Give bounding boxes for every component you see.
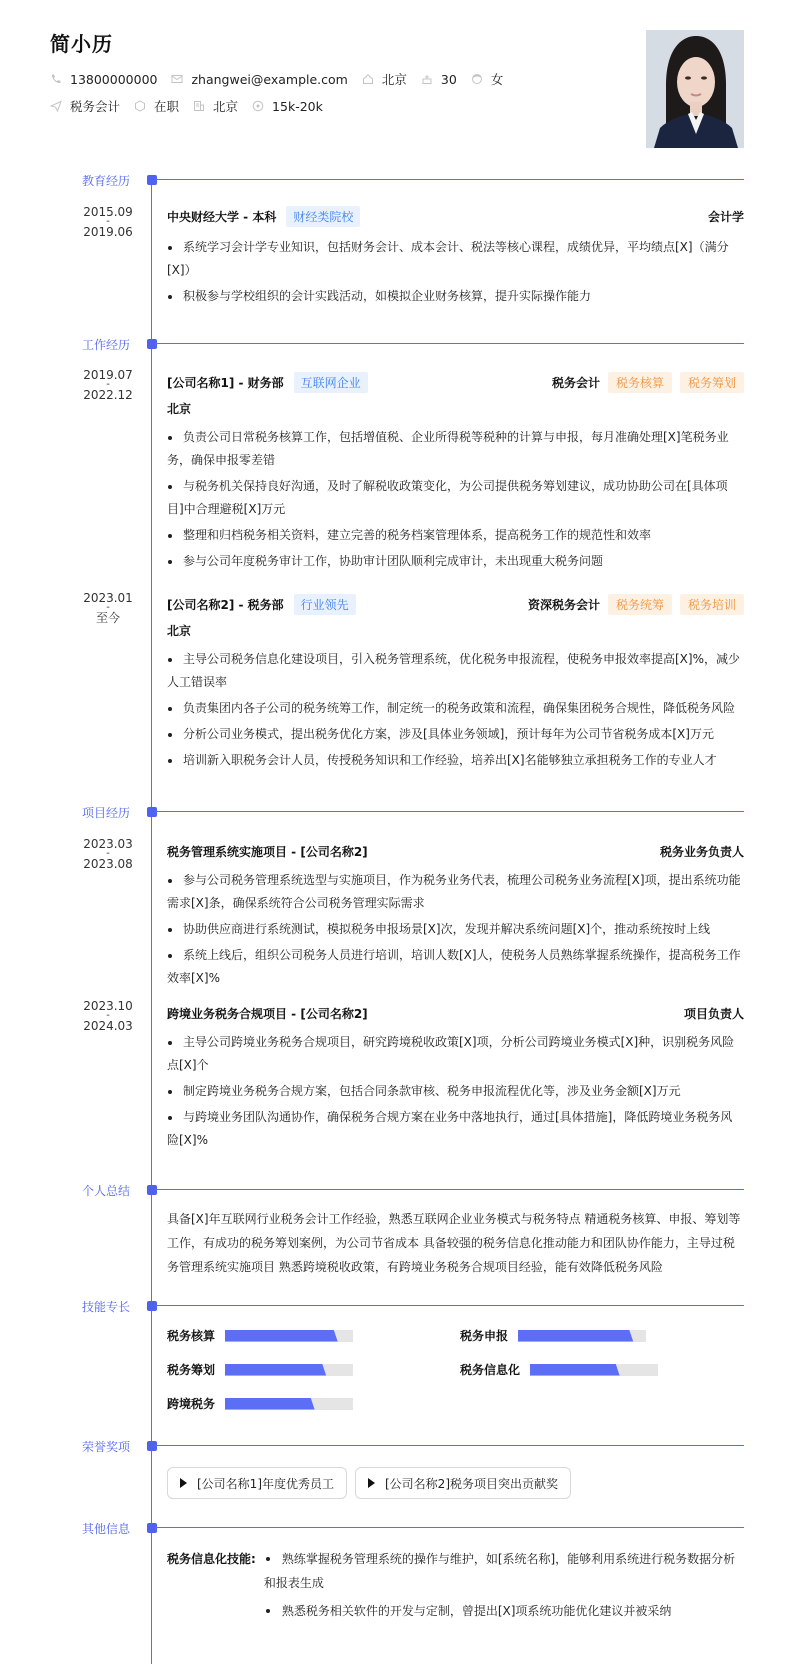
section-divider xyxy=(155,179,744,180)
triangle-right-icon xyxy=(180,1478,187,1488)
skill-item: 税务筹划 xyxy=(167,1361,353,1378)
skill-item: 跨境税务 xyxy=(167,1395,353,1412)
section-title: 技能专长 xyxy=(81,1300,130,1314)
position-item xyxy=(50,97,120,115)
section-title: 项目经历 xyxy=(81,806,130,820)
role-tag: 税务培训 xyxy=(680,594,744,615)
salary-value: 15k-20k xyxy=(272,98,323,114)
bullet-item: 熟悉税务相关软件的开发与定制，曾提出[X]项系统功能优化建议并被采纳 xyxy=(264,1599,744,1623)
timeline-dot-icon xyxy=(147,339,157,349)
age-icon xyxy=(421,73,433,85)
section-divider xyxy=(155,1305,744,1306)
role-tag: 税务筹划 xyxy=(680,372,744,393)
section-divider xyxy=(155,1445,744,1446)
contact-info-row xyxy=(50,70,517,88)
candidate-name: 简小历 xyxy=(50,32,113,56)
position-value: 税务会计 xyxy=(70,99,121,114)
awards-list xyxy=(167,1467,579,1499)
bullet-item: 培训新入职税务会计人员，传授税务知识和工作经验，培养出[X]名能够独立承担税务工作的专业人才 xyxy=(167,749,744,772)
skill-bar xyxy=(518,1330,646,1342)
section-summary xyxy=(0,1184,794,1198)
bullet-item: 系统学习会计学专业知识，包括财务会计、成本会计、税法等核心课程，成绩优异，平均绩点[X]（满分[X]） xyxy=(167,236,744,282)
home-icon xyxy=(362,73,374,85)
bullet-item: 负责公司日常税务核算工作，包括增值税、企业所得税等税种的计算与申报，每月准确处理[X]笔税务业务，确保申报零差错 xyxy=(167,426,744,472)
project-entry-1 xyxy=(167,841,744,993)
school-tag: 财经类院校 xyxy=(286,206,360,227)
bullet-item: 制定跨境业务税务合规方案，包括合同条款审核、税务申报流程优化等，涉及业务金额[X]万元 xyxy=(167,1080,744,1103)
profile-photo xyxy=(646,30,744,148)
company-tag: 互联网企业 xyxy=(294,372,368,393)
project-title: 税务管理系统实施项目 - [公司名称2] xyxy=(167,844,368,859)
company-title: [公司名称1] - 财务部 xyxy=(167,375,284,390)
send-icon xyxy=(50,100,62,112)
skill-bar xyxy=(225,1330,353,1342)
project-title: 跨境业务税务合规项目 - [公司名称2] xyxy=(167,1006,368,1021)
bullet-item: 系统上线后，组织公司税务人员进行培训，培训人数[X]人，使税务人员熟练掌握系统操作，提高税务工作效率[X]% xyxy=(167,944,744,990)
gender-item xyxy=(471,70,504,88)
job-role: 资深税务会计 xyxy=(527,597,600,612)
triangle-right-icon xyxy=(368,1478,375,1488)
project-role: 项目负责人 xyxy=(683,1006,744,1021)
section-divider xyxy=(155,1527,744,1528)
email-item xyxy=(171,72,347,87)
bullet-item: 分析公司业务模式，提出税务优化方案，涉及[具体业务领域]，预计每年为公司节省税务成本[X]万元 xyxy=(167,723,744,746)
work-dates-2: 2023.01 - 至今 xyxy=(83,591,133,625)
work-entry-2 xyxy=(167,594,744,775)
location-value: 北京 xyxy=(381,72,407,87)
gender-icon xyxy=(471,73,483,85)
bullet-item: 参与公司税务管理系统选型与实施项目，作为税务业务代表，梳理公司税务业务流程[X]项，提出系统功能需求[X]条，确保系统符合公司税务管理实际需求 xyxy=(167,869,744,915)
role-tag: 税务统筹 xyxy=(608,594,672,615)
location-item xyxy=(362,70,407,88)
section-skills xyxy=(0,1300,794,1314)
project-dates-2: 2023.10 - 2024.03 xyxy=(83,999,133,1033)
mail-icon xyxy=(171,73,183,85)
section-title: 其他信息 xyxy=(81,1522,130,1536)
timeline-dot-icon xyxy=(147,1523,157,1533)
major: 会计学 xyxy=(707,209,744,224)
timeline-dot-icon xyxy=(147,1301,157,1311)
other-info xyxy=(167,1547,744,1627)
bullet-item: 协助供应商进行系统测试，模拟税务申报场景[X]次，发现并解决系统问题[X]个，推动系统按时上线 xyxy=(167,918,744,941)
work-city: 北京 xyxy=(167,624,192,638)
award-chip: [公司名称1]年度优秀员工 xyxy=(167,1467,347,1499)
gender-value: 女 xyxy=(490,72,504,87)
work-dates-1: 2019.07 - 2022.12 xyxy=(83,368,133,402)
section-divider xyxy=(155,1189,744,1190)
project-entry-2 xyxy=(167,1003,744,1155)
work-entry-1 xyxy=(167,372,744,576)
skill-item: 税务核算 xyxy=(167,1327,353,1344)
timeline-dot-icon xyxy=(147,175,157,185)
job-info-row xyxy=(50,97,337,115)
skill-bar xyxy=(225,1398,353,1410)
bullet-item: 与税务机关保持良好沟通，及时了解税收政策变化，为公司提供税务筹划建议，成功协助公司在[具体项目]中合理避税[X]万元 xyxy=(167,475,744,521)
section-divider xyxy=(155,811,744,812)
timeline-dot-icon xyxy=(147,1441,157,1451)
skills-list xyxy=(167,1327,744,1427)
section-title: 个人总结 xyxy=(81,1184,130,1198)
section-title: 荣誉奖项 xyxy=(81,1440,130,1454)
section-divider xyxy=(155,343,744,344)
section-education xyxy=(0,174,794,188)
role-tag: 税务核算 xyxy=(608,372,672,393)
school-title: 中央财经大学 - 本科 xyxy=(167,209,277,224)
status-icon xyxy=(134,100,146,112)
skill-item: 税务信息化 xyxy=(460,1361,658,1378)
section-title: 教育经历 xyxy=(81,174,130,188)
building-icon xyxy=(193,100,205,112)
job-role: 税务会计 xyxy=(551,375,600,390)
timeline-dot-icon xyxy=(147,1185,157,1195)
timeline-dot-icon xyxy=(147,807,157,817)
other-label: 税务信息化技能: xyxy=(167,1552,256,1566)
salary-item xyxy=(252,99,323,114)
company-title: [公司名称2] - 税务部 xyxy=(167,597,284,612)
project-role: 税务业务负责人 xyxy=(659,844,744,859)
bullet-item: 主导公司跨境业务税务合规项目，研究跨境税收政策[X]项，分析公司跨境业务模式[X]种，识别税务风险点[X]个 xyxy=(167,1031,744,1077)
work-city: 北京 xyxy=(167,402,192,416)
bullet-item: 参与公司年度税务审计工作，协助审计团队顺利完成审计，未出现重大税务问题 xyxy=(167,550,744,573)
status-item xyxy=(134,97,179,115)
status-value: 在职 xyxy=(154,99,180,114)
bullet-item: 积极参与学校组织的会计实践活动，如模拟企业财务核算，提升实际操作能力 xyxy=(167,285,744,308)
award-chip: [公司名称2]税务项目突出贡献奖 xyxy=(355,1467,571,1499)
phone-value: 13800000000 xyxy=(70,71,158,87)
section-awards xyxy=(0,1440,794,1454)
section-other xyxy=(0,1522,794,1536)
bullet-item: 与跨境业务团队沟通协作，确保税务合规方案在业务中落地执行，通过[具体措施]，降低跨境业务税务风险[X]% xyxy=(167,1106,744,1152)
salary-icon xyxy=(252,100,264,112)
bullet-item: 主导公司税务信息化建设项目，引入税务管理系统，优化税务申报流程，使税务申报效率提高[X]%，减少人工错误率 xyxy=(167,648,744,694)
age-item xyxy=(421,72,457,87)
education-dates: 2015.09 - 2019.06 xyxy=(83,205,133,239)
city-item xyxy=(193,97,238,115)
section-work xyxy=(0,338,794,352)
bullet-item: 负责集团内各子公司的税务统筹工作，制定统一的税务政策和流程，确保集团税务合规性，降低税务风险 xyxy=(167,697,744,720)
email-value: zhangwei@example.com xyxy=(191,71,348,87)
bullet-item: 整理和归档税务相关资料，建立完善的税务档案管理体系，提高税务工作的规范性和效率 xyxy=(167,524,744,547)
skill-bar xyxy=(225,1364,353,1376)
skill-bar xyxy=(530,1364,658,1376)
project-dates-1: 2023.03 - 2023.08 xyxy=(83,837,133,871)
skill-item: 税务申报 xyxy=(460,1327,646,1344)
section-title: 工作经历 xyxy=(81,338,130,352)
age-value: 30 xyxy=(440,71,457,87)
city-value: 北京 xyxy=(213,99,239,114)
company-tag: 行业领先 xyxy=(294,594,356,615)
phone-icon xyxy=(50,73,62,85)
section-projects xyxy=(0,806,794,820)
education-entry xyxy=(167,206,744,311)
phone-item xyxy=(50,72,157,87)
summary-text: 具备[X]年互联网行业税务会计工作经验，熟悉互联网企业业务模式与税务特点 精通税务核算、申报、筹划等工作，有成功的税务筹划案例，为公司节省成本 具备较强的税务信息化推动能力和团队协作能力，主导过税务管理系统实施项目 熟悉跨境税收政策，有跨境业务税务合规项目经验，能有效降低税务风险 xyxy=(167,1212,741,1274)
bullet-item: 熟练掌握税务管理系统的操作与维护，如[系统名称]，能够利用系统进行税务数据分析和报表生成 xyxy=(264,1547,744,1595)
